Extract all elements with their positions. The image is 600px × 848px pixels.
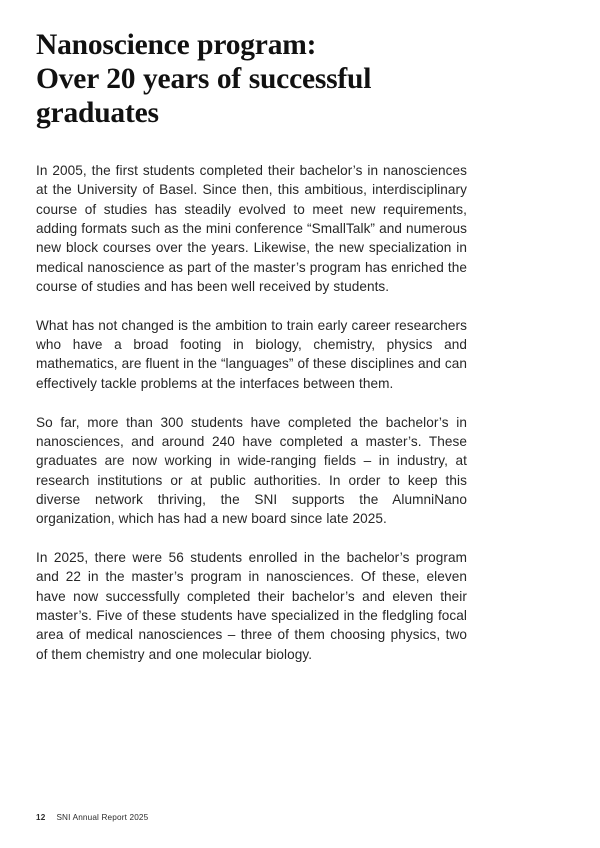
page-title: [36, 0, 467, 130]
footer-page-number: 12: [36, 813, 46, 822]
title-line-2: Over 20 years of successful: [36, 63, 372, 95]
title-line-1: Nanoscience program:: [36, 29, 317, 61]
article-body: [36, 130, 467, 664]
footer-publication-label: SNI Annual Report 2025: [56, 813, 149, 822]
body-paragraph: What has not changed is the ambition to train early career researchers who have a broad footing in biology, chemistry, physics and mathematics, are fluent in the “languages” of these disciplines and can effectively tackle problems at the interfaces between them.: [36, 317, 467, 391]
article-content-column: [36, 0, 467, 664]
body-paragraph: In 2005, the first students completed their bachelor’s in nanosciences at the University of Basel. Since then, this ambitious, interdisciplinary course of studies has steadily evolved to meet new requirements, adding formats such as the mini conference “SmallTalk” and numerous new block courses over the years. Likewise, the new specialization in medical nanoscience as part of the master’s program has enriched the course of studies and has been well received by students.: [36, 163, 467, 295]
body-paragraph: In 2025, there were 56 students enrolled in the bachelor’s program and 22 in the master’s program in nanosciences. Of these, eleven have now successfully completed their bachelor’s and eleven their master’s. Five of these students have specialized in the fledgling focal area of medical nanosciences – three of them choosing physics, two of them chemistry and one molecular biology.: [36, 550, 467, 662]
title-line-3: graduates: [36, 97, 159, 129]
page-footer: [36, 813, 148, 822]
body-paragraph: So far, more than 300 students have completed the bachelor’s in nanosciences, and around 240 have completed a master’s. These graduates are now working in wide-ranging fields – in industry, at research institutions or at public authorities. In order to keep this diverse network thriving, the SNI supports the AlumniNano organization, which has had a new board since late 2025.: [36, 414, 467, 527]
